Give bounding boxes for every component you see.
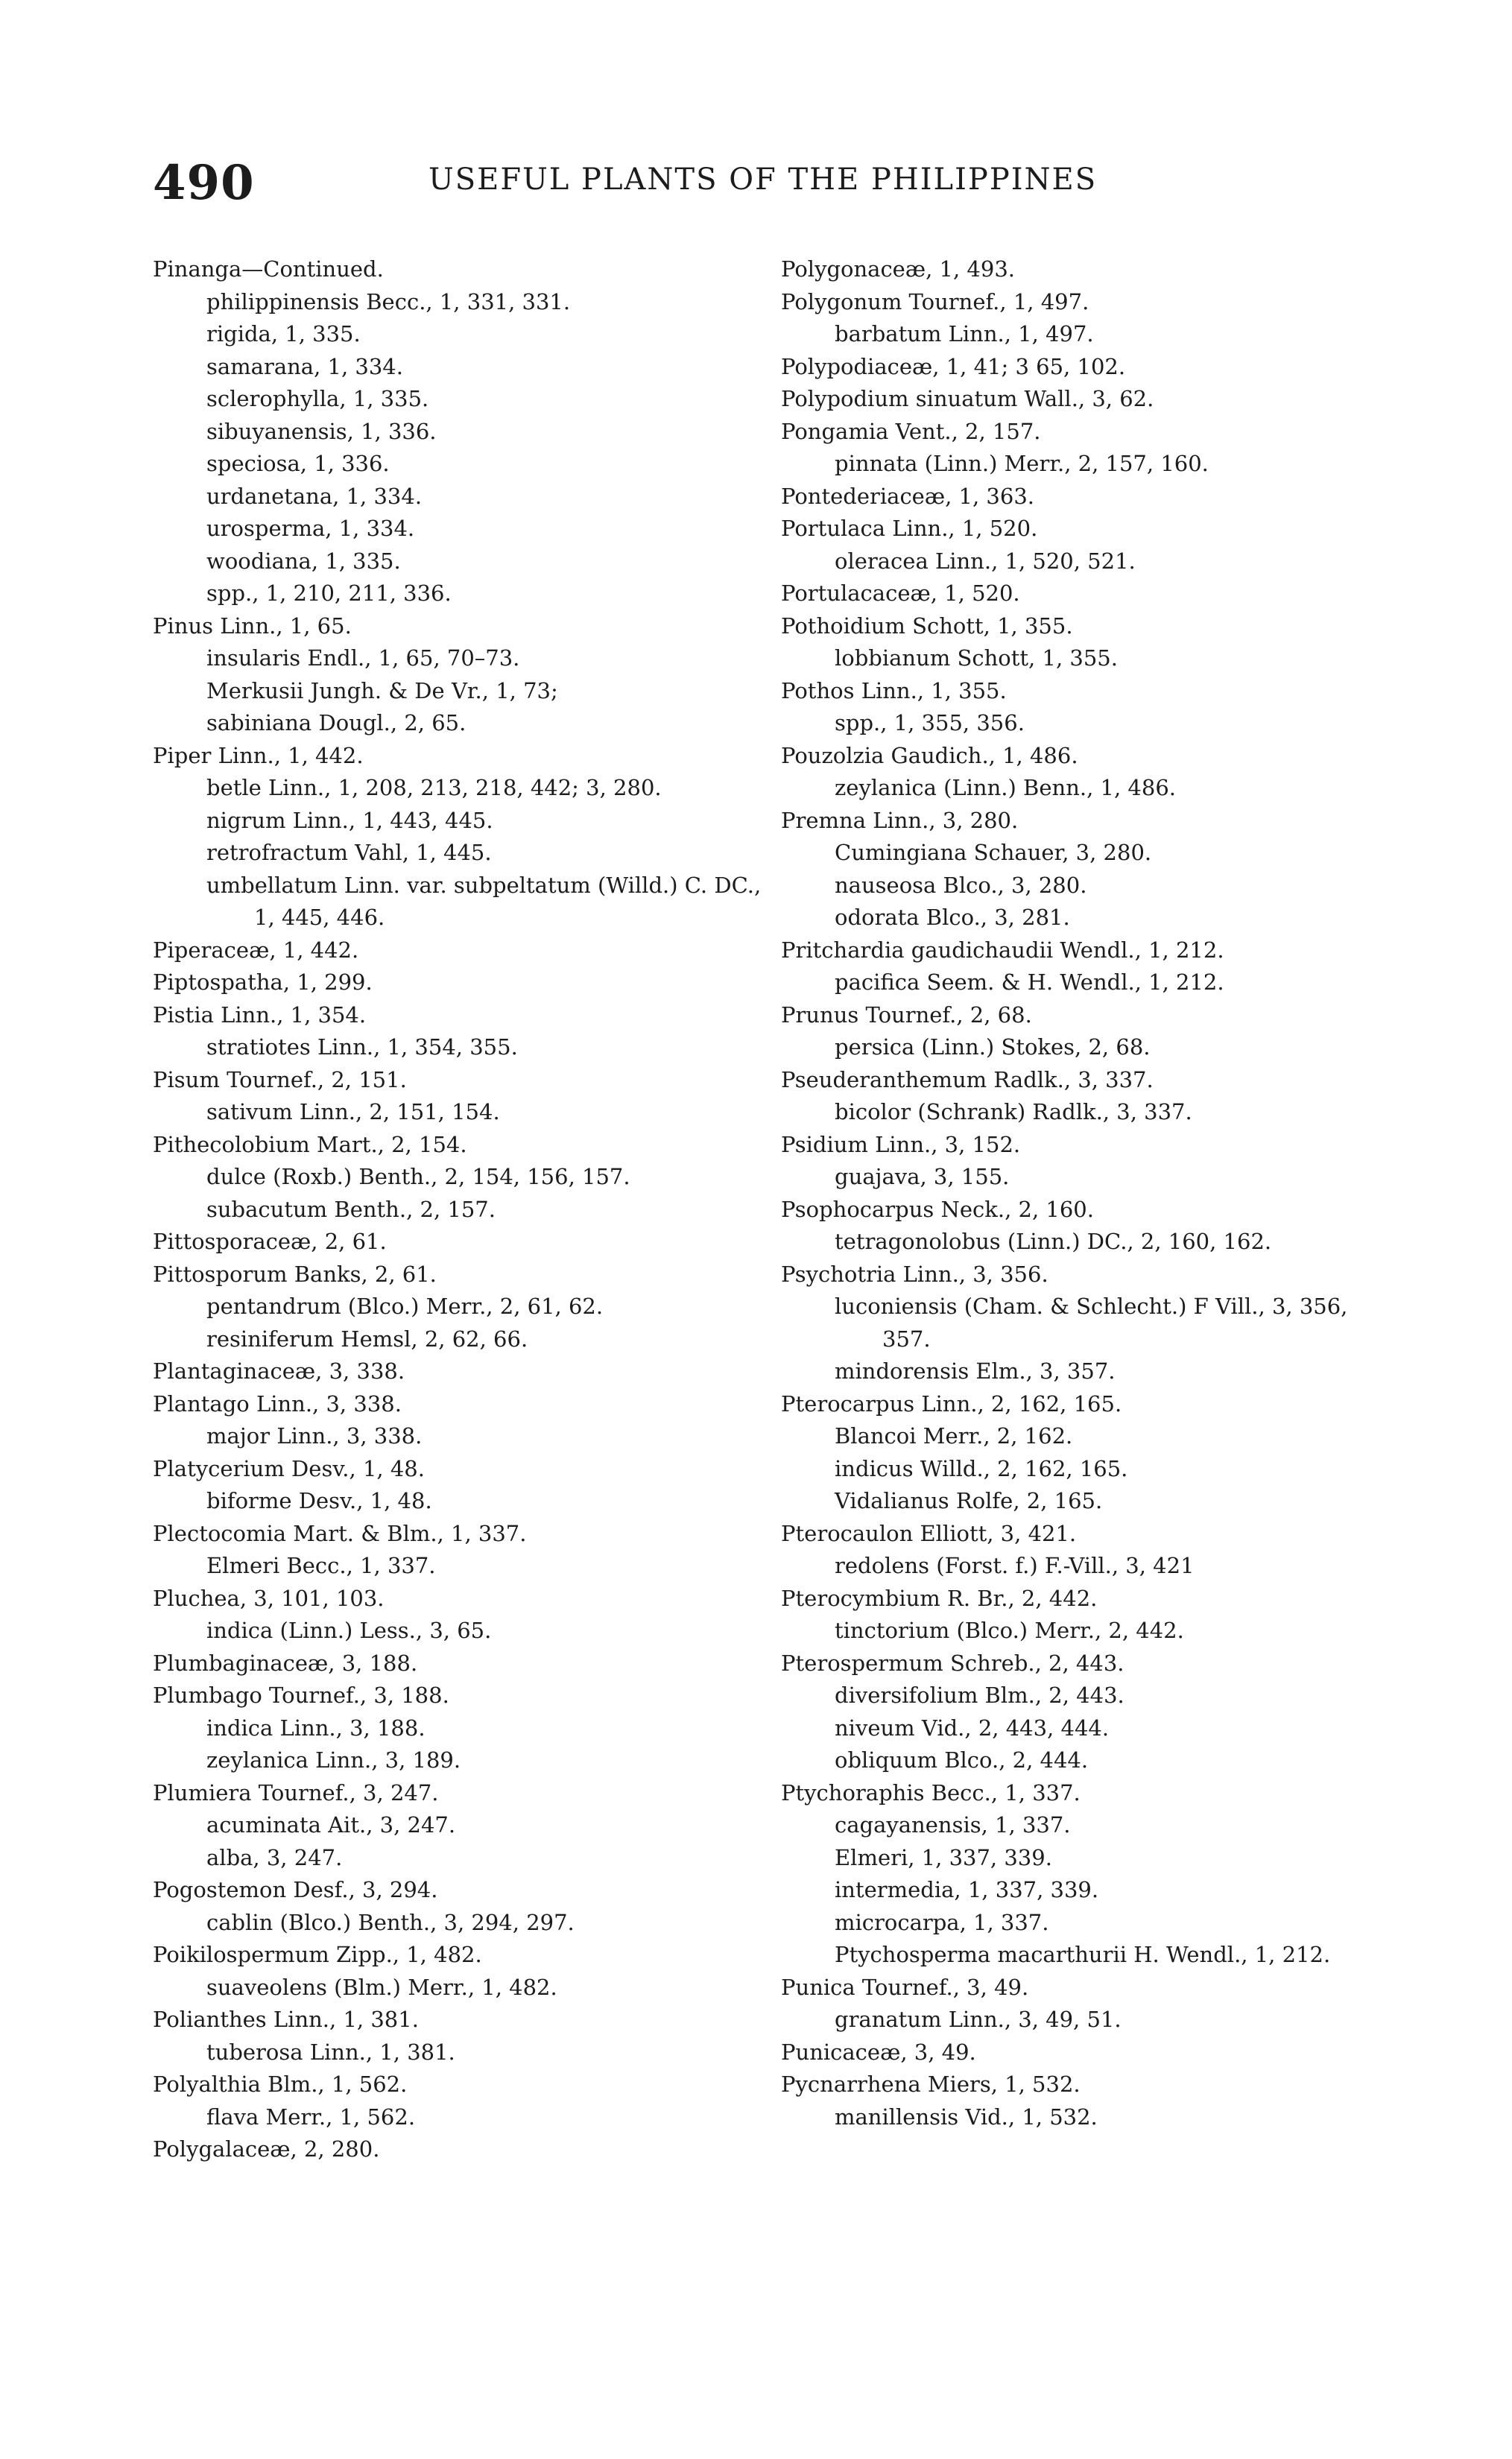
index-entry: Pothoidium Schott, 1, 355. xyxy=(781,613,1073,639)
index-entry: Psidium Linn., 3, 152. xyxy=(781,1131,1021,1157)
running-title: USEFUL PLANTS OF THE PHILIPPINES xyxy=(428,162,1098,197)
index-subentry: major Linn., 3, 338. xyxy=(206,1423,423,1449)
index-entry: Poikilospermum Zipp., 1, 482. xyxy=(153,1942,482,1967)
index-subentry: mindorensis Elm., 3, 357. xyxy=(835,1358,1116,1384)
page-number: 490 xyxy=(153,155,255,211)
index-subentry: indicus Willd., 2, 162, 165. xyxy=(835,1455,1128,1481)
index-entry: Pycnarrhena Miers, 1, 532. xyxy=(781,2072,1081,2097)
index-subentry: sclerophylla, 1, 335. xyxy=(206,386,429,411)
index-entry: Pisum Tournef., 2, 151. xyxy=(153,1066,407,1092)
index-subentry: Vidalianus Rolfe, 2, 165. xyxy=(835,1488,1103,1513)
index-subentry: Merkusii Jungh. & De Vr., 1, 73; xyxy=(206,677,558,703)
index-entry: Premna Linn., 3, 280. xyxy=(781,807,1019,833)
index-subentry: urdanetana, 1, 334. xyxy=(206,483,423,509)
index-subentry: niveum Vid., 2, 443, 444. xyxy=(835,1715,1110,1741)
index-subentry: sabiniana Dougl., 2, 65. xyxy=(206,710,466,735)
index-subentry: alba, 3, 247. xyxy=(206,1844,343,1870)
index-subentry: umbellatum Linn. var. subpeltatum (Willd.) C. DC., 1, 445, 446. xyxy=(206,872,762,930)
index-entry: Polygonum Tournef., 1, 497. xyxy=(781,288,1089,314)
index-subentry: granatum Linn., 3, 49, 51. xyxy=(835,2007,1122,2032)
index-entry: Plumiera Tournef., 3, 247. xyxy=(153,1779,439,1806)
index-entry: Pluchea, 3, 101, 103. xyxy=(153,1585,385,1611)
index-entry: Ptychoraphis Becc., 1, 337. xyxy=(781,1779,1081,1806)
index-subentry: persica (Linn.) Stokes, 2, 68. xyxy=(835,1034,1151,1060)
index-entry: Pouzolzia Gaudich., 1, 486. xyxy=(781,742,1078,768)
index-entry: Psychotria Linn., 3, 356. xyxy=(781,1261,1048,1287)
index-subentry: philippinensis Becc., 1, 331, 331. xyxy=(206,288,571,314)
index-subentry: pacifica Seem. & H. Wendl., 1, 212. xyxy=(835,969,1224,995)
index-subentry: cablin (Blco.) Benth., 3, 294, 297. xyxy=(206,1909,575,1935)
index-subentry: tetragonolobus (Linn.) DC., 2, 160, 162. xyxy=(835,1229,1272,1254)
index-column-left xyxy=(153,253,764,2166)
index-entry: Psophocarpus Neck., 2, 160. xyxy=(781,1196,1094,1222)
index-entry: Piper Linn., 1, 442. xyxy=(153,742,364,768)
index-subentry: lobbianum Schott, 1, 355. xyxy=(835,645,1118,671)
index-subentry: Cumingiana Schauer, 3, 280. xyxy=(835,840,1152,865)
index-subentry: flava Merr., 1, 562. xyxy=(206,2104,416,2130)
index-subentry: pentandrum (Blco.) Merr., 2, 61, 62. xyxy=(206,1294,604,1319)
index-subentry: microcarpa, 1, 337. xyxy=(835,1909,1049,1935)
index-column-right xyxy=(781,253,1377,2133)
index-entry: Polianthes Linn., 1, 381. xyxy=(153,2007,419,2032)
index-entry: Pterospermum Schreb., 2, 443. xyxy=(781,1650,1124,1676)
index-subentry: Blancoi Merr., 2, 162. xyxy=(835,1423,1073,1449)
index-subentry: tinctorium (Blco.) Merr., 2, 442. xyxy=(835,1618,1184,1643)
index-subentry: indica (Linn.) Less., 3, 65. xyxy=(206,1618,492,1643)
index-subentry: indica Linn., 3, 188. xyxy=(206,1715,426,1741)
index-entry: Plantago Linn., 3, 338. xyxy=(153,1390,402,1417)
index-subentry: Elmeri, 1, 337, 339. xyxy=(835,1844,1052,1870)
index-subentry: acuminata Ait., 3, 247. xyxy=(206,1812,456,1838)
index-subentry: retrofractum Vahl, 1, 445. xyxy=(206,840,492,865)
index-entry: Pothos Linn., 1, 355. xyxy=(781,677,1007,703)
index-entry: Pithecolobium Mart., 2, 154. xyxy=(153,1131,467,1157)
index-subentry: insularis Endl., 1, 65, 70–73. xyxy=(206,645,520,671)
index-subentry: intermedia, 1, 337, 339. xyxy=(835,1877,1099,1902)
index-subentry: tuberosa Linn., 1, 381. xyxy=(206,2039,455,2065)
index-subentry: sibuyanensis, 1, 336. xyxy=(206,418,437,444)
index-entry: Polygonaceæ, 1, 493. xyxy=(781,256,1016,282)
index-subentry: odorata Blco., 3, 281. xyxy=(835,905,1070,930)
index-subentry: rigida, 1, 335. xyxy=(206,321,361,346)
index-subentry: pinnata (Linn.) Merr., 2, 157, 160. xyxy=(835,451,1209,476)
index-entry: Pistia Linn., 1, 354. xyxy=(153,1001,367,1028)
index-entry: Pterocaulon Elliott, 3, 421. xyxy=(781,1520,1077,1546)
index-entry: Punica Tournef., 3, 49. xyxy=(781,1974,1029,2000)
index-subentry: obliquum Blco., 2, 444. xyxy=(835,1747,1089,1773)
index-subentry: dulce (Roxb.) Benth., 2, 154, 156, 157. xyxy=(206,1164,630,1189)
index-subentry: woodiana, 1, 335. xyxy=(206,548,401,574)
index-entry: Pterocymbium R. Br., 2, 442. xyxy=(781,1585,1098,1611)
index-subentry: zeylanica (Linn.) Benn., 1, 486. xyxy=(835,775,1176,800)
index-entry: Ptychosperma macarthurii H. Wendl., 1, 212. xyxy=(835,1942,1331,1967)
index-entry: Punicaceæ, 3, 49. xyxy=(781,2039,976,2065)
index-entry: Plumbago Tournef., 3, 188. xyxy=(153,1683,449,1708)
index-subentry: guajava, 3, 155. xyxy=(835,1164,1010,1189)
index-subentry: zeylanica Linn., 3, 189. xyxy=(206,1747,461,1773)
index-entry: Pogostemon Desf., 3, 294. xyxy=(153,1877,438,1902)
index-subentry: diversifolium Blm., 2, 443. xyxy=(835,1683,1124,1708)
index-entry: Pinanga—Continued. xyxy=(153,256,384,282)
index-entry: Platycerium Desv., 1, 48. xyxy=(153,1455,425,1481)
index-subentry: sativum Linn., 2, 151, 154. xyxy=(206,1099,500,1124)
index-subentry: biforme Desv., 1, 48. xyxy=(206,1488,432,1513)
index-entry: Polypodiaceæ, 1, 41; 3 65, 102. xyxy=(781,353,1126,379)
index-entry: Plumbaginaceæ, 3, 188. xyxy=(153,1650,418,1676)
index-entry: Pittosporum Banks, 2, 61. xyxy=(153,1261,437,1287)
index-entry: Plectocomia Mart. & Blm., 1, 337. xyxy=(153,1520,527,1546)
index-entry: Pterocarpus Linn., 2, 162, 165. xyxy=(781,1390,1122,1417)
index-subentry: stratiotes Linn., 1, 354, 355. xyxy=(206,1034,518,1060)
index-subentry: luconiensis (Cham. & Schlecht.) F Vill., 3, 356, 357. xyxy=(835,1294,1348,1352)
index-entry: Pritchardia gaudichaudii Wendl., 1, 212. xyxy=(781,937,1224,963)
index-entry: Pontederiaceæ, 1, 363. xyxy=(781,483,1034,509)
index-entry: Portulacaceæ, 1, 520. xyxy=(781,580,1020,606)
index-entry: Polyalthia Blm., 1, 562. xyxy=(153,2072,408,2097)
index-subentry: nigrum Linn., 1, 443, 445. xyxy=(206,807,493,833)
index-subentry: subacutum Benth., 2, 157. xyxy=(206,1196,496,1222)
index-entry: Pongamia Vent., 2, 157. xyxy=(781,418,1041,444)
index-subentry: urosperma, 1, 334. xyxy=(206,516,415,541)
index-entry: Portulaca Linn., 1, 520. xyxy=(781,516,1038,541)
index-subentry: spp., 1, 210, 211, 336. xyxy=(206,580,452,606)
index-entry: Piptospatha, 1, 299. xyxy=(153,969,373,995)
index-subentry: nauseosa Blco., 3, 280. xyxy=(835,872,1087,898)
index-subentry: oleracea Linn., 1, 520, 521. xyxy=(835,548,1136,574)
index-subentry: speciosa, 1, 336. xyxy=(206,451,390,476)
index-subentry: suaveolens (Blm.) Merr., 1, 482. xyxy=(206,1974,557,2000)
index-subentry: bicolor (Schrank) Radlk., 3, 337. xyxy=(835,1099,1192,1124)
index-subentry: Elmeri Becc., 1, 337. xyxy=(206,1553,436,1578)
index-entry: Piperaceæ, 1, 442. xyxy=(153,937,359,963)
index-entry: Plantaginaceæ, 3, 338. xyxy=(153,1358,405,1384)
index-subentry: manillensis Vid., 1, 532. xyxy=(835,2104,1098,2130)
index-entry: Polypodium sinuatum Wall., 3, 62. xyxy=(781,386,1154,411)
index-entry: Pittosporaceæ, 2, 61. xyxy=(153,1229,387,1254)
index-entry: Polygalaceæ, 2, 280. xyxy=(153,2136,380,2162)
index-subentry: samarana, 1, 334. xyxy=(206,353,403,379)
index-subentry: spp., 1, 355, 356. xyxy=(835,710,1025,735)
index-subentry: betle Linn., 1, 208, 213, 218, 442; 3, 280. xyxy=(206,775,662,800)
index-subentry: cagayanensis, 1, 337. xyxy=(835,1812,1071,1838)
index-subentry: redolens (Forst. f.) F.-Vill., 3, 421 xyxy=(835,1553,1195,1578)
index-entry: Pseuderanthemum Radlk., 3, 337. xyxy=(781,1066,1154,1092)
index-entry: Prunus Tournef., 2, 68. xyxy=(781,1001,1032,1028)
index-subentry: resiniferum Hemsl, 2, 62, 66. xyxy=(206,1326,528,1352)
index-subentry: barbatum Linn., 1, 497. xyxy=(835,321,1094,346)
index-entry: Pinus Linn., 1, 65. xyxy=(153,613,352,639)
